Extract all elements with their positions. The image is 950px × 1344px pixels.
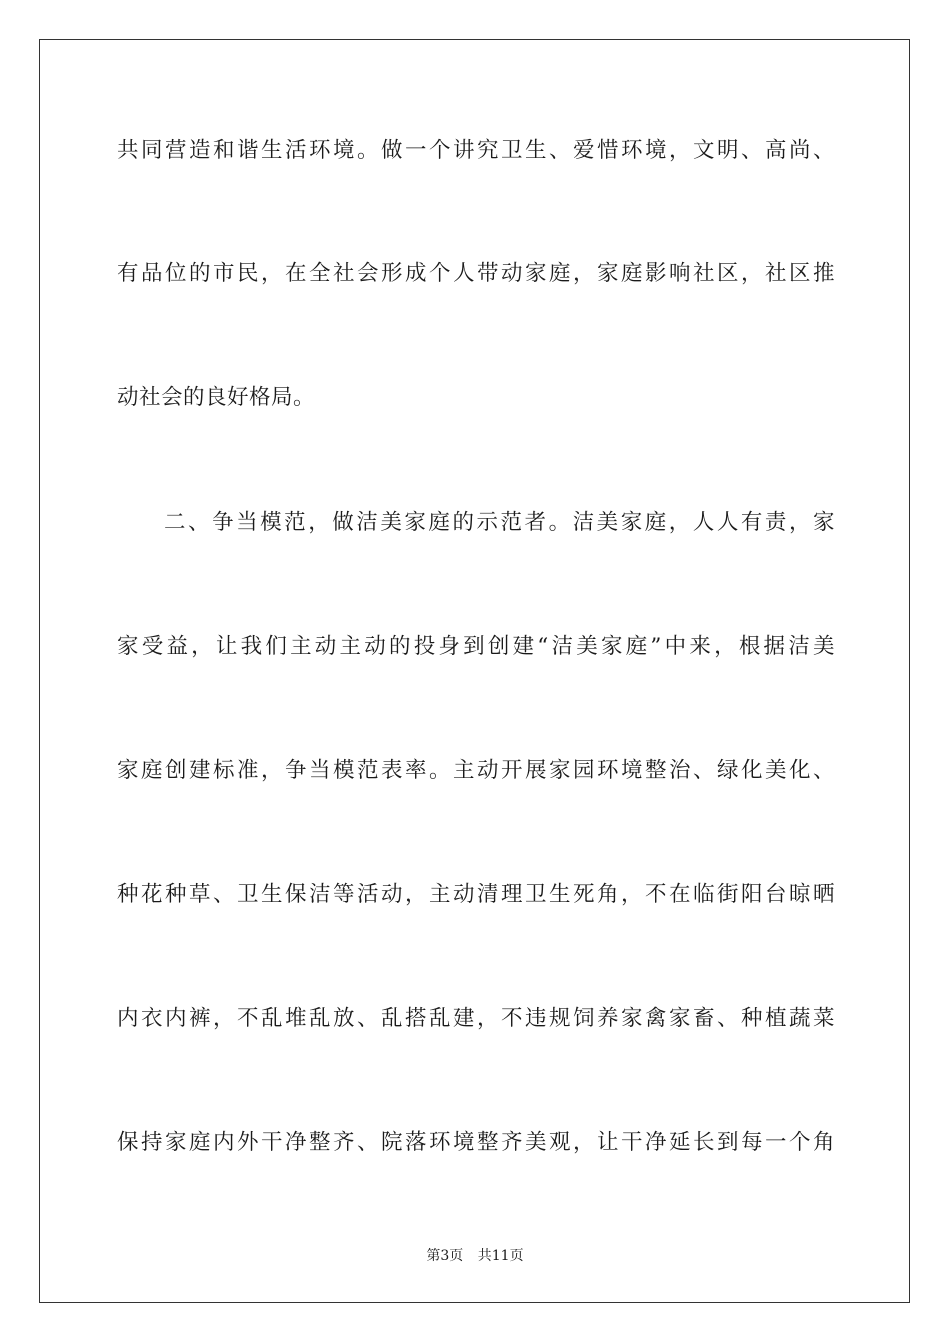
page-number-total: 共11页: [477, 1248, 524, 1264]
page-border: [39, 39, 910, 1303]
paragraph-line: 种花种草、卫生保洁等活动，主动清理卫生死角，不在临街阳台晾晒: [117, 882, 835, 907]
page-number-current: 第3页: [426, 1248, 464, 1264]
paragraph-line: 有品位的市民，在全社会形成个人带动家庭，家庭影响社区，社区推: [117, 261, 835, 286]
page-footer: [0, 1247, 950, 1265]
paragraph-line: 二、争当模范，做洁美家庭的示范者。洁美家庭，人人有责，家: [164, 510, 835, 535]
paragraph-line: 家受益，让我们主动主动的投身到创建“洁美家庭”中来，根据洁美: [117, 634, 835, 659]
paragraph-line: 家庭创建标准，争当模范表率。主动开展家园环境整治、绿化美化、: [117, 758, 835, 783]
paragraph-line: 共同营造和谐生活环境。做一个讲究卫生、爱惜环境，文明、高尚、: [117, 138, 835, 163]
paragraph-line: 动社会的良好格局。: [117, 385, 316, 410]
paragraph-line: 保持家庭内外干净整齐、院落环境整齐美观，让干净延长到每一个角: [117, 1130, 835, 1155]
paragraph-line: 内衣内裤，不乱堆乱放、乱搭乱建，不违规饲养家禽家畜、种植蔬菜: [117, 1006, 835, 1031]
